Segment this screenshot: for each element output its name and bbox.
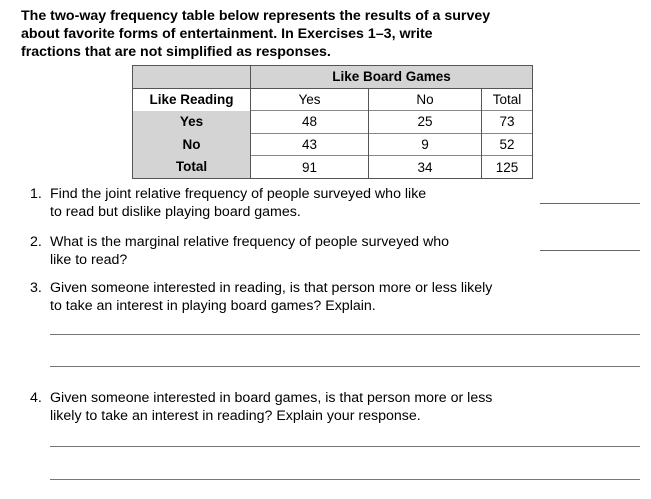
column-header-no: No — [369, 88, 482, 111]
table-cell: 9 — [369, 133, 482, 156]
table-cell: 52 — [482, 133, 533, 156]
question-number: 4. — [30, 390, 42, 406]
row-label-no: No — [133, 133, 251, 156]
table-subheader-row — [133, 88, 533, 111]
question-text: What is the marginal relative frequency of people surveyed who — [50, 234, 450, 250]
table-row — [133, 133, 533, 156]
instructions-line: The two-way frequency table below represents the results of a survey — [21, 8, 491, 24]
question-text: Find the joint relative frequency of people surveyed who like — [50, 186, 427, 202]
table-cell: 48 — [251, 111, 369, 134]
answer-line-2[interactable] — [540, 250, 640, 251]
instructions-line: fractions that are not simplified as responses. — [21, 44, 331, 60]
table-corner-cell — [133, 66, 251, 89]
answer-line-3a[interactable] — [50, 334, 640, 335]
table-cell: 91 — [251, 156, 369, 179]
table-row — [133, 156, 533, 179]
instructions — [21, 7, 541, 61]
table-cell: 34 — [369, 156, 482, 179]
table-header-row — [133, 66, 533, 89]
question-text: to take an interest in playing board games? Explain. — [50, 298, 376, 314]
table-cell: 73 — [482, 111, 533, 134]
table-cell: 43 — [251, 133, 369, 156]
answer-line-4a[interactable] — [50, 446, 640, 447]
question-text: to read but dislike playing board games. — [50, 204, 301, 220]
question-text: like to read? — [50, 252, 128, 268]
row-label-yes: Yes — [133, 111, 251, 134]
answer-line-3b[interactable] — [50, 366, 640, 367]
column-header-total: Total — [482, 88, 533, 111]
row-group-header: Like Reading — [133, 88, 251, 111]
question-text: Given someone interested in board games, is that person more or less — [50, 390, 493, 406]
column-group-header: Like Board Games — [251, 66, 533, 89]
row-label-total: Total — [133, 156, 251, 179]
question-number: 2. — [30, 234, 42, 250]
answer-line-1[interactable] — [540, 203, 640, 204]
column-header-yes: Yes — [251, 88, 369, 111]
question-number: 3. — [30, 280, 42, 296]
table-cell: 25 — [369, 111, 482, 134]
question-number: 1. — [30, 186, 42, 202]
table-row — [133, 111, 533, 134]
answer-line-4b[interactable] — [50, 479, 640, 480]
table-cell: 125 — [482, 156, 533, 179]
question-text: likely to take an interest in reading? Explain your response. — [50, 408, 421, 424]
question-text: Given someone interested in reading, is that person more or less likely — [50, 280, 493, 296]
instructions-line: about favorite forms of entertainment. In Exercises 1–3, write — [21, 26, 433, 42]
frequency-table — [132, 65, 533, 179]
